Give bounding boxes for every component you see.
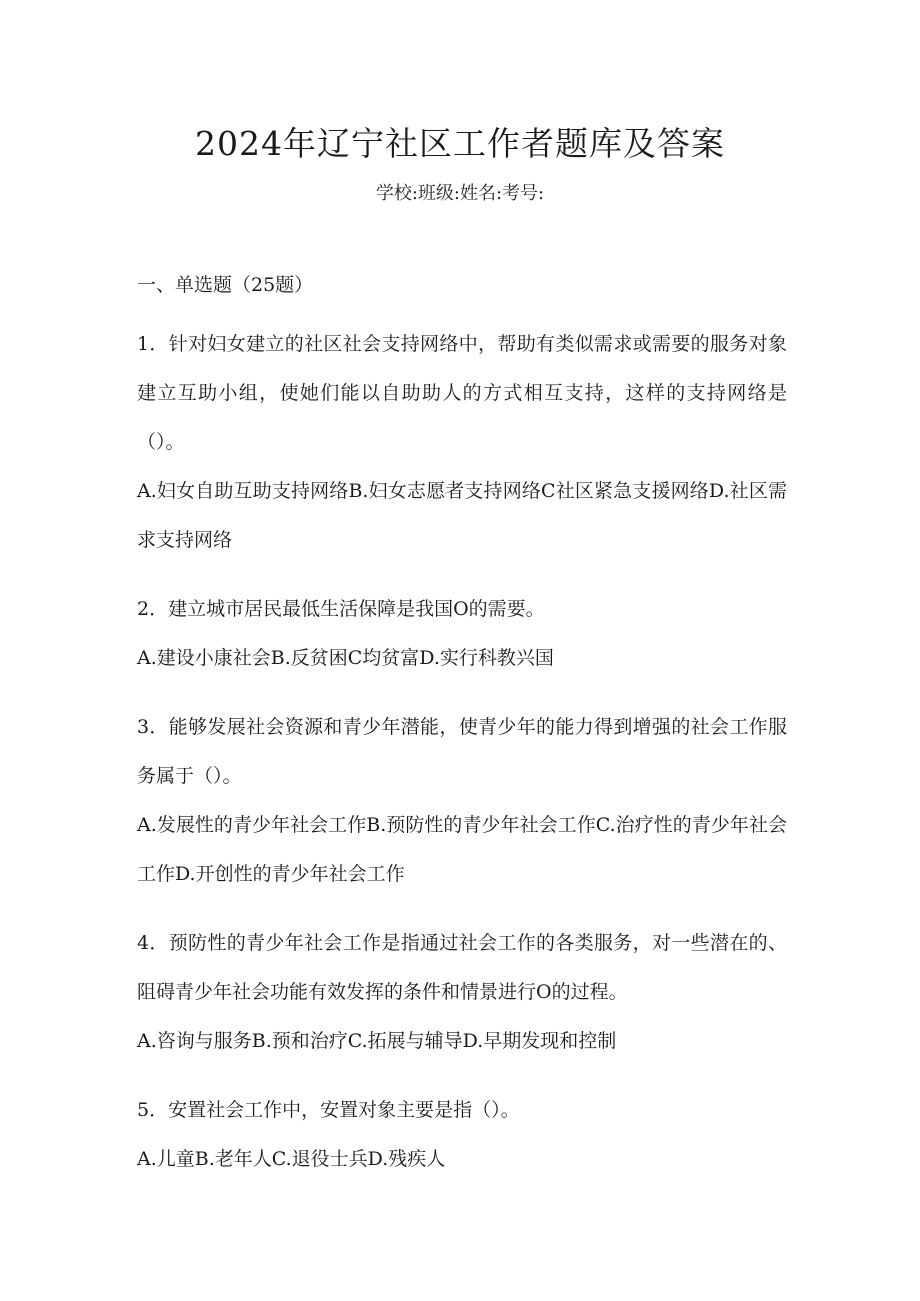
question-stem: 5．安置社会工作中，安置对象主要是指（）。 (137, 1099, 520, 1121)
question-4 (137, 919, 787, 1066)
question-5 (137, 1086, 787, 1184)
section-heading: 一、单选题（25题） (137, 274, 314, 296)
question-3 (137, 703, 787, 899)
question-options: A.妇女自助互助支持网络B.妇女志愿者支持网络C社区紧急支援网络D.社区需求支持网络 (137, 480, 787, 551)
question-options: A.咨询与服务B.预和治疗C.拓展与辅导D.早期发现和控制 (137, 1030, 617, 1052)
question-list (137, 320, 787, 1204)
question-stem: 1．针对妇女建立的社区社会支持网络中，帮助有类似需求或需要的服务对象建立互助小组，使她们能以自助助人的方式相互支持，这样的支持网络是（）。 (137, 333, 787, 453)
question-options: A.儿童B.老年人C.退役士兵D.残疾人 (137, 1148, 446, 1170)
question-options: A.建设小康社会B.反贫困C均贫富D.实行科教兴国 (137, 647, 554, 669)
question-1 (137, 320, 787, 565)
question-stem: 3．能够发展社会资源和青少年潜能，使青少年的能力得到增强的社会工作服务属于（）。 (137, 716, 787, 787)
question-stem: 4．预防性的青少年社会工作是指通过社会工作的各类服务，对一些潜在的、阻碍青少年社会功能有效发挥的条件和情景进行O的过程。 (137, 932, 787, 1003)
question-options: A.发展性的青少年社会工作B.预防性的青少年社会工作C.治疗性的青少年社会工作D.开创性的青少年社会工作 (137, 814, 787, 885)
question-stem: 2．建立城市居民最低生活保障是我国O的需要。 (137, 598, 545, 620)
document-title: 2024年辽宁社区工作者题库及答案 (195, 124, 725, 163)
student-info-line: 学校:班级:姓名:考号: (375, 183, 545, 204)
question-2 (137, 585, 787, 683)
